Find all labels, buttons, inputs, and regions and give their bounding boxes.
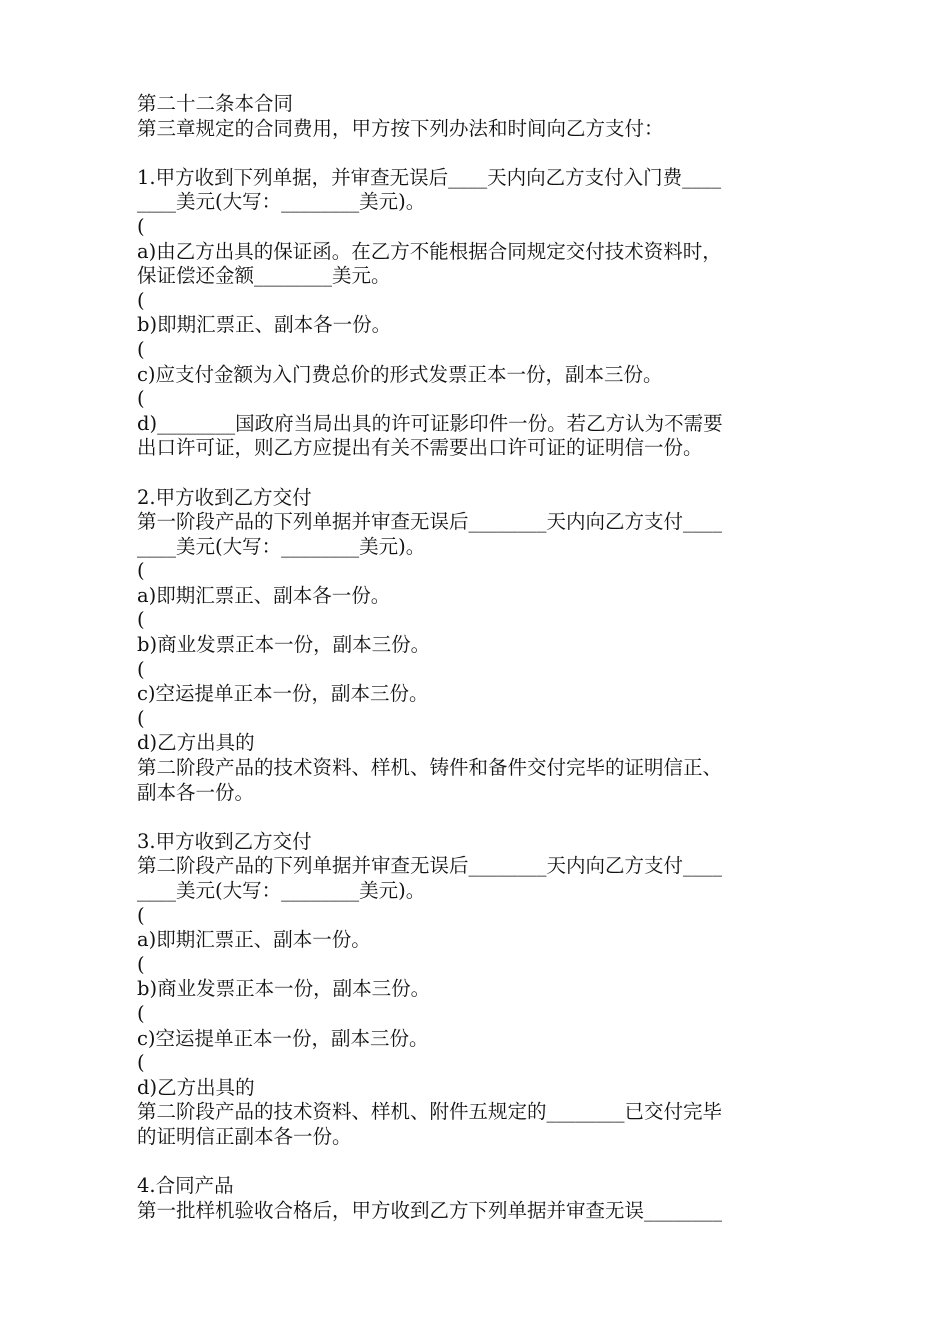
text-line: ____美元(大写：________美元)。 xyxy=(137,190,426,214)
text-line: ( xyxy=(137,706,145,730)
text-line: b)即期汇票正、副本各一份。 xyxy=(137,313,392,337)
text-line: ( xyxy=(137,1001,145,1025)
text-line: a)即期汇票正、副本一份。 xyxy=(137,928,371,952)
text-line: ( xyxy=(137,288,145,312)
text-line: 第二阶段产品的技术资料、样机、附件五规定的________已交付完毕 xyxy=(137,1100,723,1124)
text-line: 1.甲方收到下列单据，并审查无误后____天内向乙方支付入门费____ xyxy=(137,165,722,189)
text-line: ____美元(大写：________美元)。 xyxy=(137,534,426,558)
text-line: ( xyxy=(137,337,145,361)
text-line: ( xyxy=(137,952,145,976)
text-line: c)空运提单正本一份，副本三份。 xyxy=(137,1026,429,1050)
text-line: b)商业发票正本一份，副本三份。 xyxy=(137,633,431,657)
text-line: ( xyxy=(137,903,145,927)
text-line: 第三章规定的合同费用，甲方按下列办法和时间向乙方支付： xyxy=(137,116,664,140)
text-line: 第一阶段产品的下列单据并审查无误后________天内向乙方支付____ xyxy=(137,510,723,534)
text-line: c)应支付金额为入门费总价的形式发票正本一份，副本三份。 xyxy=(137,362,663,386)
text-line: 的证明信正副本各一份。 xyxy=(137,1124,352,1148)
text-line: a)即期汇票正、副本各一份。 xyxy=(137,583,391,607)
text-line: 2.甲方收到乙方交付 xyxy=(137,485,312,509)
text-line: 第一批样机验收合格后，甲方收到乙方下列单据并审查无误________ xyxy=(137,1198,723,1222)
text-line: 出口许可证，则乙方应提出有关不需要出口许可证的证明信一份。 xyxy=(137,436,703,460)
text-line: 第二十二条本合同 xyxy=(137,92,294,115)
text-line: ____美元(大写：________美元)。 xyxy=(137,879,426,902)
text-line: a)由乙方出具的保证函。在乙方不能根据合同规定交付技术资料时， xyxy=(137,239,722,263)
text-line: ( xyxy=(137,1051,145,1075)
text-line xyxy=(137,141,827,166)
text-line: 3.甲方收到乙方交付 xyxy=(137,829,312,853)
document-body xyxy=(137,92,827,1223)
text-line: d)乙方出具的 xyxy=(137,731,255,755)
text-line xyxy=(137,461,827,486)
text-line: 第二阶段产品的技术资料、样机、铸件和备件交付完毕的证明信正、 xyxy=(137,756,723,780)
text-line: b)商业发票正本一份，副本三份。 xyxy=(137,977,431,1001)
text-line: ( xyxy=(137,559,145,583)
text-line: 保证偿还金额________美元。 xyxy=(137,264,391,288)
text-line: 第二阶段产品的下列单据并审查无误后________天内向乙方支付____ xyxy=(137,854,723,878)
text-line: ( xyxy=(137,214,145,238)
text-line xyxy=(137,805,827,830)
text-line: c)空运提单正本一份，副本三份。 xyxy=(137,682,429,706)
text-line: 4.合同产品 xyxy=(137,1174,234,1198)
text-line: ( xyxy=(137,657,145,681)
text-line: d)乙方出具的 xyxy=(137,1075,255,1099)
text-line: 副本各一份。 xyxy=(137,780,255,804)
text-line: d)________国政府当局出具的许可证影印件一份。若乙方认为不需要 xyxy=(137,411,723,435)
text-line: ( xyxy=(137,387,145,411)
text-line xyxy=(137,1150,827,1175)
text-line: ( xyxy=(137,608,145,632)
